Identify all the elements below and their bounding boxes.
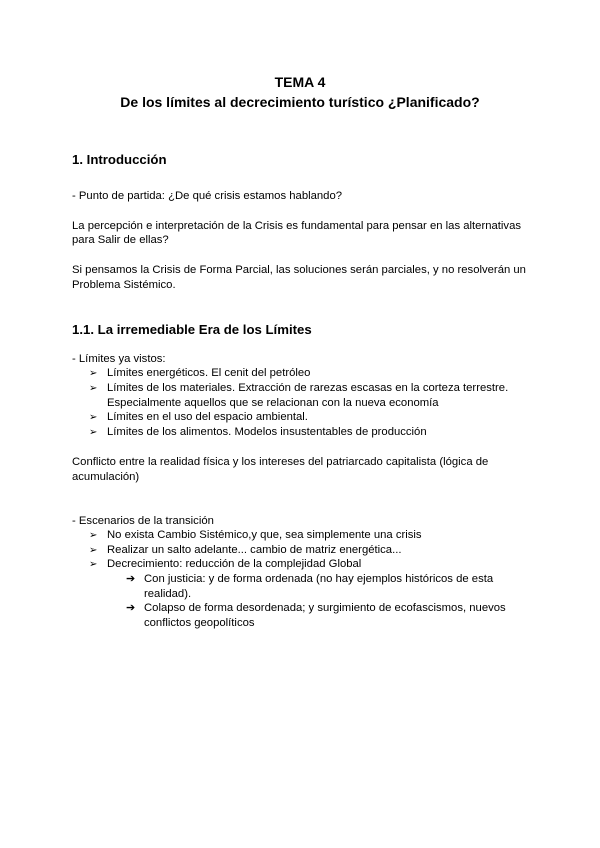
list-item: Límites de los alimentos. Modelos insustentables de producción — [107, 426, 427, 438]
limits-intro-text: - Límites ya vistos: — [72, 353, 166, 365]
arrowhead-bullet-icon: ➢ — [89, 559, 98, 570]
arrowhead-bullet-icon: ➢ — [89, 383, 98, 394]
arrowhead-bullet-icon: ➢ — [89, 368, 98, 379]
paragraph-line: acumulación) — [72, 471, 140, 483]
paragraph-line: para Salir de ellas? — [72, 234, 169, 246]
list-item-continuation: Especialmente aquellos que se relacionan con la nueva economía — [107, 397, 439, 409]
transition-intro-text: - Escenarios de la transición — [72, 515, 214, 527]
arrowhead-bullet-icon: ➢ — [89, 530, 98, 541]
list-item-continuation: conflictos geopolíticos — [144, 617, 255, 629]
paragraph-line: La percepción e interpretación de la Crisis es fundamental para pensar en las alternativas — [72, 220, 521, 232]
paragraph-line: Si pensamos la Crisis de Forma Parcial, las soluciones serán parciales, y no resolverán un — [72, 264, 526, 276]
arrowhead-bullet-icon: ➢ — [89, 412, 98, 423]
starting-point-text: - Punto de partida: ¿De qué crisis estamos hablando? — [72, 190, 343, 202]
list-item: Límites en el uso del espacio ambiental. — [107, 411, 308, 423]
list-item: No exista Cambio Sistémico,y que, sea simplemente una crisis — [107, 529, 422, 541]
list-item-continuation: realidad). — [144, 588, 192, 600]
arrowhead-bullet-icon: ➢ — [89, 427, 98, 438]
list-item: Colapso de forma desordenada; y surgimiento de ecofascismos, nuevos — [144, 602, 506, 614]
list-item: Decrecimiento: reducción de la complejidad Global — [107, 558, 362, 570]
list-item: Límites energéticos. El cenit del petróleo — [107, 367, 311, 379]
paragraph-line: Problema Sistémico. — [72, 279, 176, 291]
list-item: Con justicia: y de forma ordenada (no hay ejemplos históricos de esta — [144, 573, 494, 585]
section-heading-introduccion: 1. Introducción — [72, 152, 167, 167]
list-item: Límites de los materiales. Extracción de rarezas escasas en la corteza terrestre. — [107, 382, 509, 394]
arrow-right-bullet-icon: ➔ — [126, 602, 136, 614]
arrowhead-bullet-icon: ➢ — [89, 545, 98, 556]
document-title: TEMA 4 — [274, 74, 326, 90]
arrow-right-bullet-icon: ➔ — [126, 573, 136, 585]
document-page — [72, 0, 528, 848]
document-subtitle: De los límites al decrecimiento turístico ¿Planificado? — [120, 94, 480, 110]
list-item: Realizar un salto adelante... cambio de matriz energética... — [107, 544, 402, 556]
paragraph-line: Conflicto entre la realidad física y los intereses del patriarcado capitalista (lógica de — [72, 456, 489, 468]
section-heading-era-limites: 1.1. La irremediable Era de los Límites — [72, 322, 312, 337]
